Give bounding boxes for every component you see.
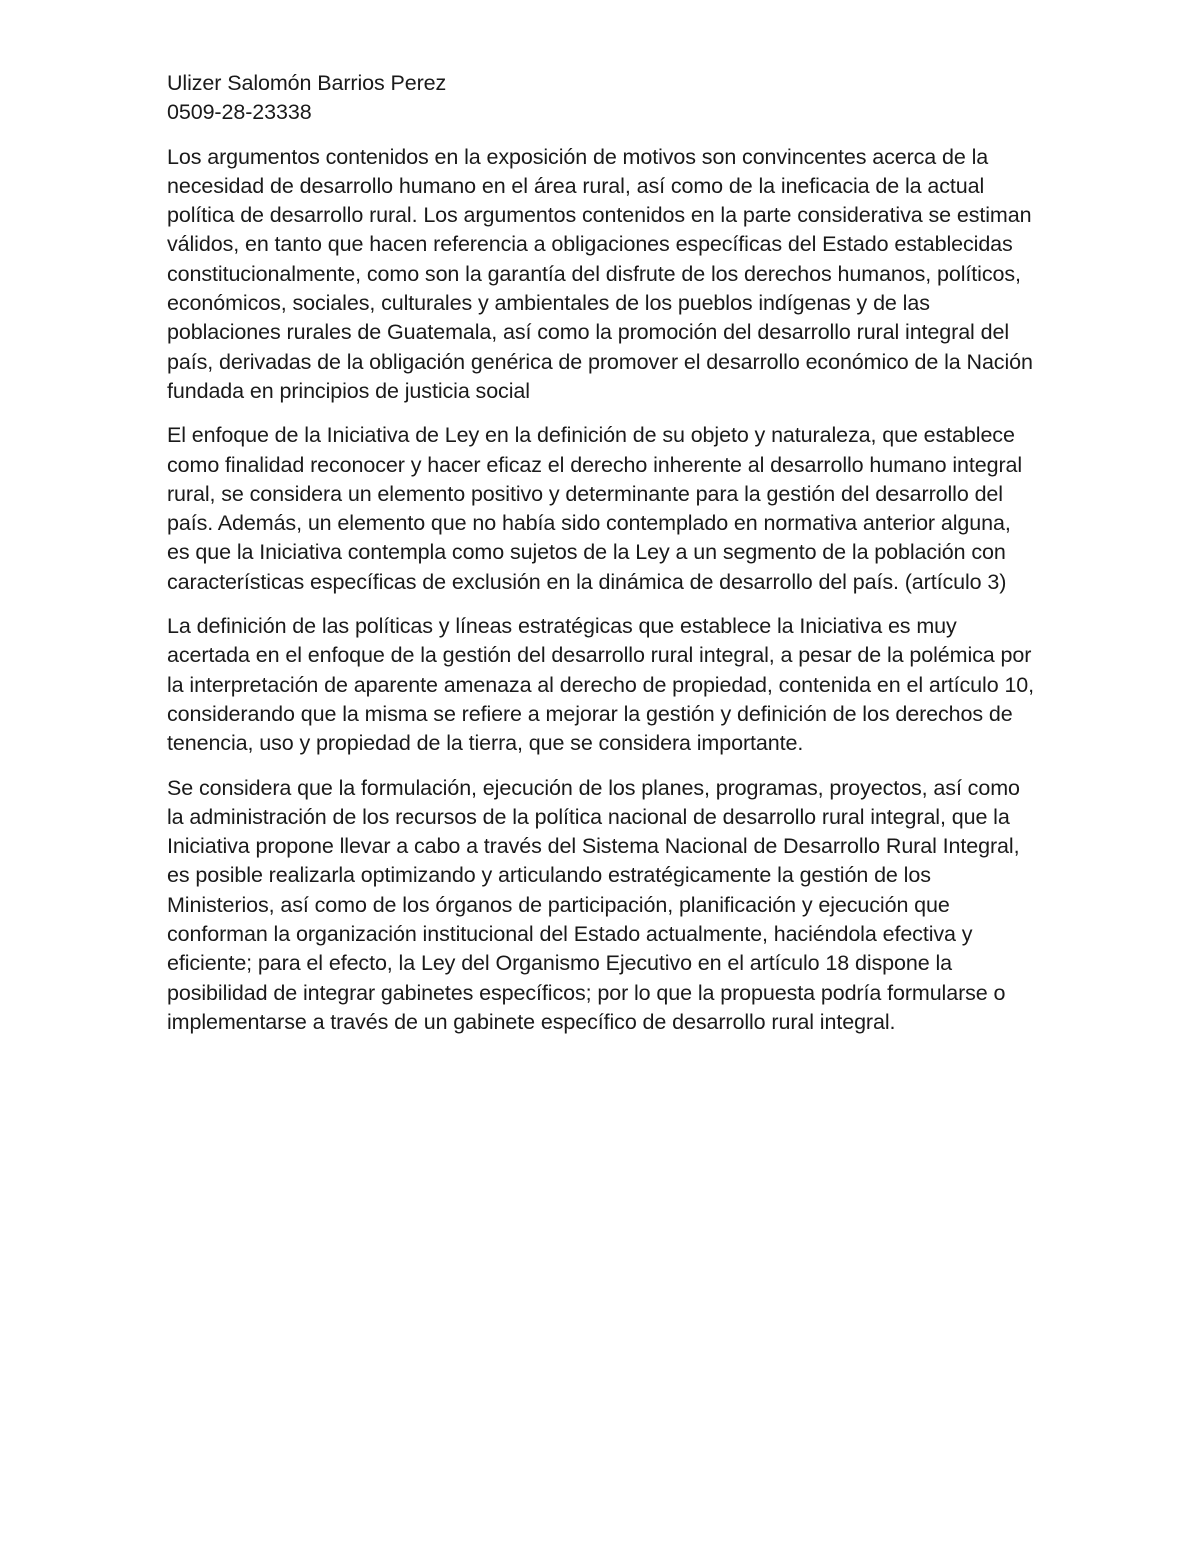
document-body <box>167 69 1037 1052</box>
paragraph-2: El enfoque de la Iniciativa de Ley en la definición de su objeto y naturaleza, que establece como finalidad reconocer y hacer eficaz el derecho inherente al desarrollo humano integral rural, se considera un elemento positivo y determinante para la gestión del desarrollo del país. Además, un elemento que no había sido contemplado en normativa anterior alguna, es que la Iniciativa contempla como sujetos de la Ley a un segmento de la población con características específicas de exclusión en la dinámica de desarrollo del país. (artículo 3) <box>167 423 1023 594</box>
paragraph-1: Los argumentos contenidos en la exposición de motivos son convincentes acerca de la necesidad de desarrollo humano en el área rural, así como de la ineficacia de la actual política de desarrollo rural. Los argumentos contenidos en la parte considerativa se estiman válidos, en tanto que hacen referencia a obligaciones específicas del Estado establecidas constitucionalmente, como son la garantía del disfrute de los derechos humanos, políticos, económicos, sociales, culturales y ambientales de los pueblos indígenas y de las poblaciones rurales de Guatemala, así como la promoción del desarrollo rural integral del país, derivadas de la obligación genérica de promover el desarrollo económico de la Nación fundada en principios de justicia social <box>167 144 1033 403</box>
paragraph-4: Se considera que la formulación, ejecución de los planes, programas, proyectos, así como la administración de los recursos de la política nacional de desarrollo rural integral, que la Iniciativa propone llevar a cabo a través del Sistema Nacional de Desarrollo Rural Integral, es posible realizarla optimizando y articulando estratégicamente la gestión de los Ministerios, así como de los órganos de participación, planificación y ejecución que conforman la organización institucional del Estado actualmente, haciéndola efectiva y eficiente; para el efecto, la Ley del Organismo Ejecutivo en el artículo 18 dispone la posibilidad de integrar gabinetes específicos; por lo que la propuesta podría formularse o implementarse a través de un gabinete específico de desarrollo rural integral. <box>167 775 1020 1034</box>
author-header <box>167 69 1037 128</box>
author-name: Ulizer Salomón Barrios Perez <box>167 71 447 95</box>
paragraph-3: La definición de las políticas y líneas estratégicas que establece la Iniciativa es muy acertada en el enfoque de la gestión del desarrollo rural integral, a pesar de la polémica por la interpretación de aparente amenaza al derecho de propiedad, contenida en el artículo 10, considerando que la misma se refiere a mejorar la gestión y definición de los derechos de tenencia, uso y propiedad de la tierra, que se considera importante. <box>167 614 1035 756</box>
author-id: 0509-28-23338 <box>167 100 312 125</box>
